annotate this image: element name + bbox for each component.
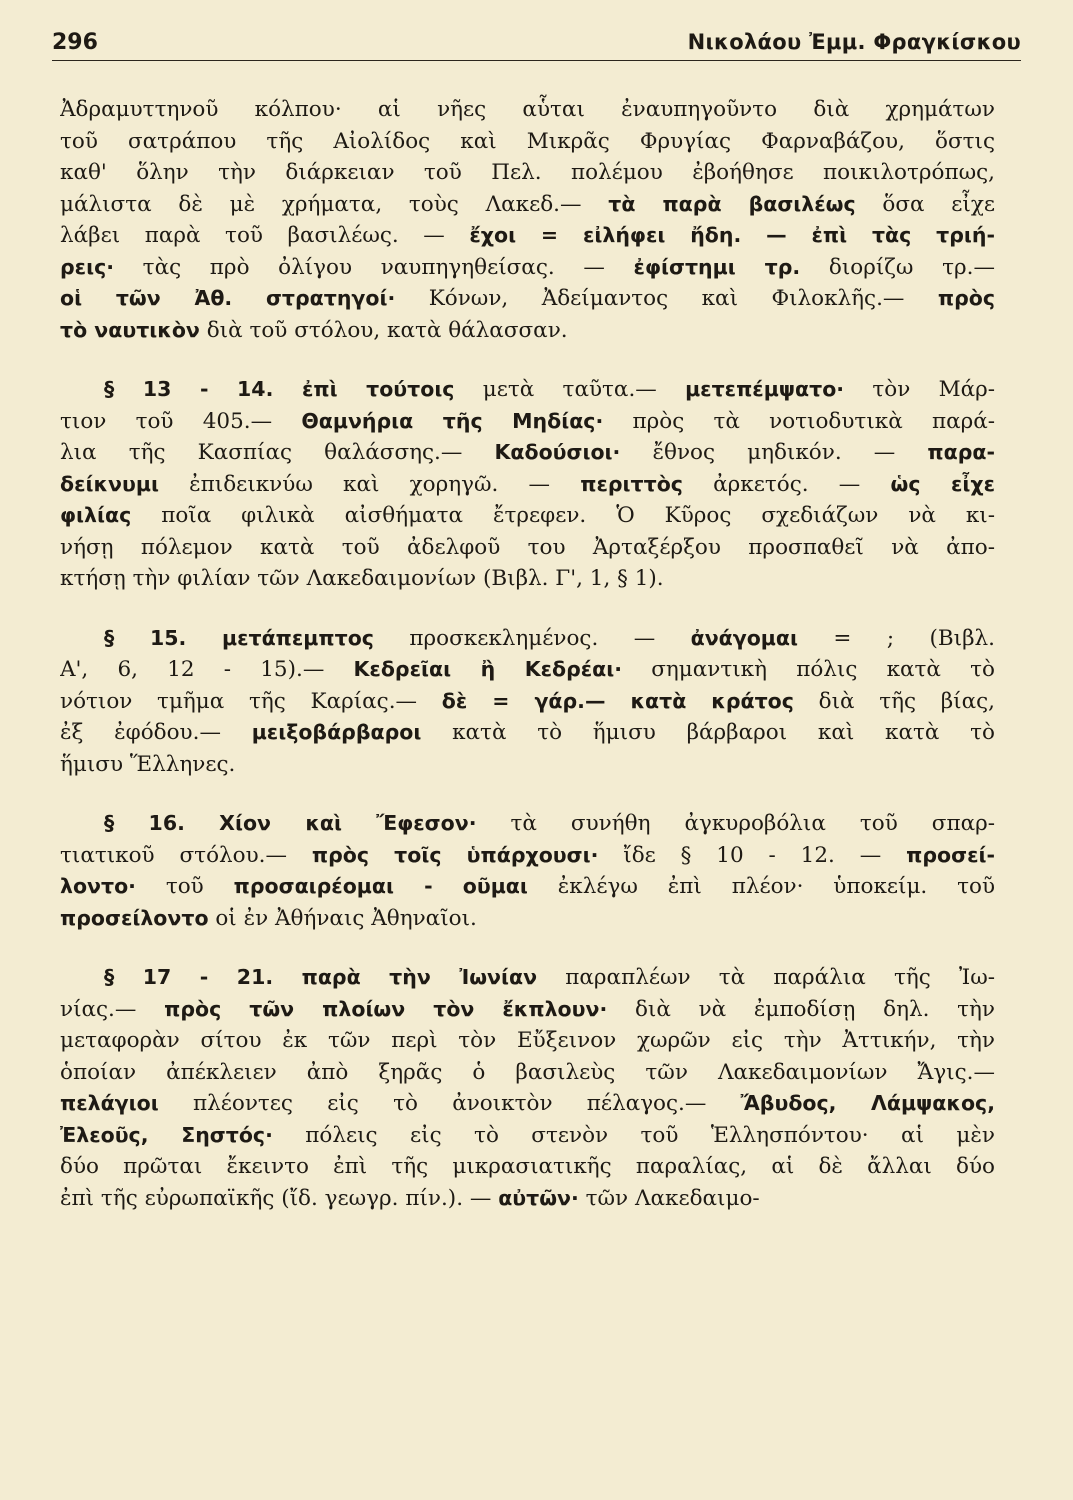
bold-term: μειξοβάρβαροι: [251, 720, 422, 744]
bold-term: δείκνυμι: [60, 471, 159, 496]
text-line: [60, 563, 995, 595]
text-run: Ἀδραμυττηνοῦ κόλπου· αἱ νῆες αὗται ἐναυπηγοῦντο διὰ χρημάτων: [60, 97, 995, 122]
text-line: [60, 749, 995, 781]
commentary-body: [60, 94, 995, 1242]
text-run: ἴδε § 10 - 12. —: [598, 842, 907, 868]
text-run: Α', 6, 12 - 15).—: [60, 657, 354, 682]
text-run: τῶν Λακεδαιμο-: [578, 1185, 760, 1211]
text-run: τὰ συνήθη ἀγκυροβόλια τοῦ σπαρ-: [476, 811, 995, 836]
bold-term: λοντο·: [60, 874, 136, 898]
bold-term: Κεδρεῖαι ἢ Κεδρέαι·: [353, 657, 623, 681]
text-run: μάλιστα δὲ μὲ χρήματα, τοὺς Λακεδ.—: [60, 191, 609, 217]
text-run: δύο πρῶται ἔκειντο ἐπὶ τῆς μικρασιατικῆς παραλίας, αἱ δὲ ἄλλαι δύο: [60, 1154, 995, 1179]
text-run: κατὰ τὸ ἥμισυ βάρβαροι καὶ κατὰ τὸ: [421, 720, 995, 745]
text-run: σημαντικὴ πόλις κατὰ τὸ: [622, 657, 995, 682]
text-run: κτήσῃ τὴν φιλίαν τῶν Λακεδαιμονίων (Βιβλ. Γ', 1, § 1).: [60, 566, 664, 591]
bold-term: προσαιρέομαι - οῦμαι: [233, 874, 528, 898]
bold-term: § 17 - 21. παρὰ τὴν Ἰωνίαν: [104, 965, 538, 989]
text-run: καθ' ὅλην τὴν διάρκειαν τοῦ Πελ. πολέμου ἐβοήθησε ποικιλοτρόπως,: [60, 160, 995, 185]
text-run: πλέοντες εἰς τὸ ἀνοικτὸν πέλαγος.—: [158, 1091, 741, 1116]
bold-term: περιττὸς: [580, 471, 683, 496]
text-line: [60, 126, 995, 158]
text-line: [60, 252, 995, 284]
text-run: ἐκλέγω ἐπὶ πλέον· ὑποκείμ. τοῦ: [527, 874, 995, 899]
bold-term: ὡς εἶχε: [890, 471, 995, 496]
text-run: διὰ νὰ ἐμποδίσῃ δηλ. τὴν: [607, 996, 995, 1022]
text-run: τοῦ σατράπου τῆς Αἰολίδος καὶ Μικρᾶς Φρυγίας Φαρναβάζου, ὅστις: [60, 128, 995, 154]
text-run: τιον τοῦ 405.—: [60, 408, 302, 434]
bold-term: Καδούσιοι·: [494, 440, 621, 464]
text-line: [60, 94, 995, 126]
text-run: διὰ τοῦ στόλου, κατὰ θάλασσαν.: [199, 317, 568, 343]
bold-term: αὐτῶν·: [498, 1185, 579, 1210]
text-line: [60, 1151, 995, 1183]
bold-term: οἱ τῶν Ἀθ. στρατηγοί·: [60, 286, 396, 310]
paragraph: [60, 374, 995, 595]
text-run: πρὸς τὰ νοτιοδυτικὰ παρά-: [603, 408, 995, 434]
bold-term: δὲ = γάρ.— κατὰ κράτος: [441, 688, 794, 713]
text-run: ὅσα εἶχε: [855, 191, 995, 217]
text-run: τοῦ: [135, 874, 234, 899]
text-run: ἔθνος μηδικόν. —: [620, 440, 928, 465]
bold-term: πρὸς: [937, 286, 995, 310]
text-run: διὰ τῆς βίας,: [793, 688, 995, 714]
bold-term: § 16. Χίον καὶ Ἔφεσον·: [104, 811, 477, 835]
text-line: [60, 903, 995, 935]
text-run: διορίζω τρ.—: [800, 254, 995, 280]
text-run: μετὰ ταῦτα.—: [454, 377, 686, 402]
text-line: [60, 1088, 995, 1120]
bold-term: πρὸς τοῖς ὑπάρχουσι·: [311, 842, 599, 867]
bold-term: προσεί-: [906, 842, 995, 867]
text-line: [60, 962, 995, 994]
text-line: [60, 1025, 995, 1057]
text-run: ἀρκετός. —: [682, 471, 891, 497]
text-run: ὁποίαν ἀπέκλειεν ἀπὸ ξηρᾶς ὁ βασιλεὺς τῶν Λακεδαιμονίων Ἄγις.—: [60, 1059, 995, 1085]
text-run: ἐπιδεικνύω καὶ χορηγῶ. —: [158, 471, 581, 497]
text-line: [60, 1183, 995, 1215]
bold-term: ρεις·: [60, 254, 115, 279]
text-line: [60, 406, 995, 438]
text-run: τὰς πρὸ ὀλίγου ναυπηγηθείσας. —: [114, 254, 634, 280]
text-line: [60, 283, 995, 315]
bold-term: Θαμνήρια τῆς Μηδίας·: [301, 408, 604, 433]
text-run: οἱ ἐν Ἀθήναις Ἀθηναῖοι.: [208, 905, 477, 931]
text-line: [60, 994, 995, 1026]
bold-term: πελάγιοι: [60, 1091, 159, 1115]
text-run: τὸν Μάρ-: [844, 377, 995, 402]
bold-term: ἐφίστημι τρ.: [633, 254, 801, 279]
text-run: προσκεκλημένος. —: [373, 625, 691, 651]
paragraph: [60, 623, 995, 781]
paragraph: [60, 94, 995, 346]
text-run: Κόνων, Ἀδείμαντος καὶ Φιλοκλῆς.—: [395, 286, 938, 311]
text-run: = ; (Βιβλ.: [797, 625, 995, 651]
text-run: ἐπὶ τῆς εὐρωπαϊκῆς (ἴδ. γεωγρ. πίν.). —: [60, 1185, 499, 1211]
text-run: λια τῆς Κασπίας θαλάσσης.—: [60, 440, 495, 465]
text-line: [60, 871, 995, 903]
text-line: [60, 654, 995, 686]
text-run: μεταφορὰν σίτου ἐκ τῶν περὶ τὸν Εὔξεινον χωρῶν εἰς τὴν Ἀττικήν, τὴν: [60, 1028, 995, 1053]
page-number: 296: [52, 30, 98, 55]
text-line: [60, 437, 995, 469]
paragraph: [60, 962, 995, 1214]
text-run: ἥμισυ Ἕλληνες.: [60, 751, 236, 777]
text-line: [60, 1057, 995, 1089]
text-run: νότιον τμῆμα τῆς Καρίας.—: [60, 688, 442, 714]
bold-term: Ἐλεοῦς, Σηστός·: [60, 1122, 273, 1147]
text-run: λάβει παρὰ τοῦ βασιλέως. —: [60, 223, 470, 248]
bold-term: § 13 - 14. ἐπὶ τούτοις: [104, 377, 455, 401]
text-line: [60, 220, 995, 252]
bold-term: τὸ ναυτικὸν: [60, 317, 200, 342]
text-run: νήσῃ πόλεμον κατὰ τοῦ ἀδελφοῦ του Ἀρταξέρξου προσπαθεῖ νὰ ἀπο-: [60, 534, 995, 560]
bold-term: ἔχοι = εἰλήφει ἤδη. — ἐπὶ τὰς τριή-: [469, 223, 995, 247]
text-run: παραπλέων τὰ παράλια τῆς Ἰω-: [537, 965, 995, 990]
text-run: πόλεις εἰς τὸ στενὸν τοῦ Ἑλλησπόντου· αἱ μὲν: [272, 1122, 995, 1148]
bold-term: πρὸς τῶν πλοίων τὸν ἔκπλουν·: [164, 996, 608, 1021]
text-run: τιατικοῦ στόλου.—: [60, 842, 312, 868]
text-line: [60, 157, 995, 189]
running-title: Νικολάου Ἐμμ. Φραγκίσκου: [687, 30, 1021, 54]
page-header: [52, 24, 1021, 61]
text-line: [60, 469, 995, 501]
bold-term: προσείλοντο: [60, 905, 209, 930]
text-line: [60, 1120, 995, 1152]
text-line: [60, 189, 995, 221]
text-line: [60, 500, 995, 532]
text-line: [60, 840, 995, 872]
text-line: [60, 686, 995, 718]
text-line: [60, 532, 995, 564]
text-line: [60, 315, 995, 347]
paragraph: [60, 808, 995, 934]
bold-term: μετεπέμψατο·: [685, 377, 845, 401]
text-run: ἐξ ἐφόδου.—: [60, 720, 252, 745]
text-line: [60, 623, 995, 655]
bold-term: Ἄβυδος, Λάμψακος,: [740, 1091, 995, 1115]
bold-term: ἀνάγομαι: [690, 625, 798, 650]
bold-term: τὰ παρὰ βασιλέως: [608, 191, 856, 216]
text-run: νίας.—: [60, 996, 165, 1022]
text-line: [60, 717, 995, 749]
text-line: [60, 374, 995, 406]
text-run: ποῖα φιλικὰ αἰσθήματα ἔτρεφεν. Ὁ Κῦρος σχεδιάζων νὰ κι-: [131, 503, 995, 528]
bold-term: § 15. μετάπεμπτος: [104, 625, 374, 650]
text-line: [60, 808, 995, 840]
bold-term: φιλίας: [60, 503, 132, 527]
bold-term: παρα-: [927, 440, 995, 464]
